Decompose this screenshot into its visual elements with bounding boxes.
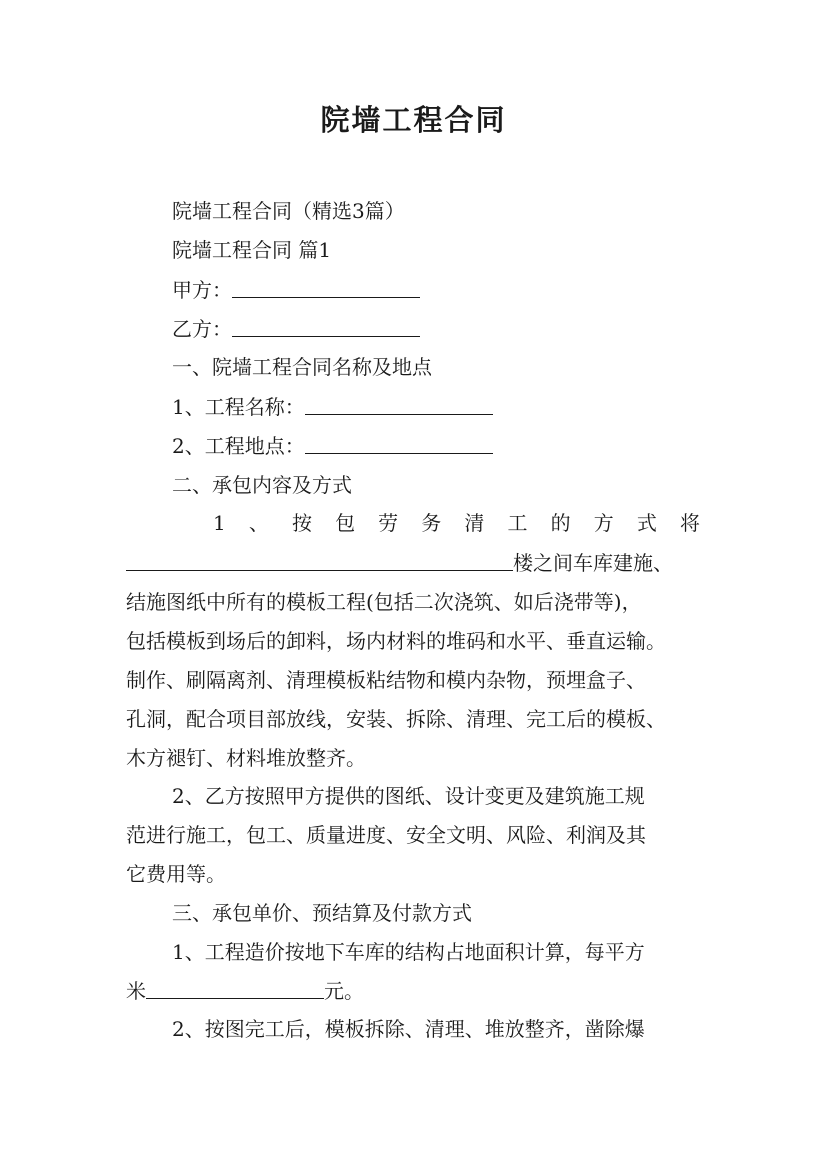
- party-a-label: 甲方：: [172, 278, 232, 302]
- clause-2-1-line-5: 制作、刷隔离剂、清理模板粘结物和模内杂物，预埋盒子、: [126, 668, 646, 692]
- justified-char: 1: [213, 511, 226, 535]
- clause-2-2-line-2: 范进行施工，包工、质量进度、安全文明、风险、利润及其: [126, 823, 646, 847]
- clause-2-1-line-6: 孔洞，配合项目部放线，安装、拆除、清理、完工后的模板、: [126, 707, 666, 731]
- chapter-heading: 院墙工程合同 篇1: [172, 238, 332, 262]
- party-a-blank: [232, 277, 420, 298]
- clause-2-1-line-7: 木方褪钉、材料堆放整齐。: [126, 746, 366, 770]
- party-b-blank: [232, 316, 420, 337]
- clause-2-1-line-2: [126, 548, 673, 578]
- justified-char: 式: [636, 511, 657, 535]
- justified-char: 方: [593, 511, 614, 535]
- project-name-label: 1、工程名称：: [172, 395, 305, 419]
- clause-2-1-line-4: 包括模板到场后的卸料，场内材料的堆码和水平、垂直运输。: [126, 629, 666, 653]
- project-location-label: 2、工程地点：: [172, 434, 305, 458]
- party-b-line: [172, 314, 420, 344]
- section-two-heading: 二、承包内容及方式: [172, 473, 352, 497]
- party-b-label: 乙方：: [172, 317, 232, 341]
- justified-char: 、: [248, 511, 269, 535]
- clause-3-1-line-1: 1、工程造价按地下车库的结构占地面积计算，每平方: [172, 940, 645, 964]
- justified-char: 的: [550, 511, 571, 535]
- project-location-blank: [305, 433, 493, 454]
- unit-price-blank: [146, 978, 324, 999]
- clause-3-2-line-1: 2、按图完工后，模板拆除、清理、堆放整齐，凿除爆: [172, 1017, 645, 1041]
- unit-price-prefix: 米: [126, 979, 146, 1003]
- justified-char: 工: [507, 511, 528, 535]
- subtitle-line: 院墙工程合同（精选3篇）: [172, 199, 405, 223]
- clause-2-1-line-3: 结施图纸中所有的模板工程(包括二次浇筑、如后浇带等)，: [126, 590, 642, 614]
- project-name-line: [172, 392, 493, 422]
- building-range-blank: [126, 550, 513, 571]
- justified-char: 清: [464, 511, 485, 535]
- clause-2-1-first-line: [213, 508, 700, 538]
- document-title: 院墙工程合同: [320, 103, 507, 137]
- clause-2-2-line-3: 它费用等。: [126, 862, 226, 886]
- party-a-line: [172, 275, 420, 305]
- justified-char: 按: [291, 511, 312, 535]
- project-name-blank: [305, 394, 493, 415]
- clause-2-2-line-1: 2、乙方按照甲方提供的图纸、设计变更及建筑施工规: [172, 784, 645, 808]
- unit-price-suffix: 元。: [324, 979, 364, 1003]
- justified-char: 包: [335, 511, 356, 535]
- project-location-line: [172, 431, 493, 461]
- section-three-heading: 三、承包单价、预结算及付款方式: [172, 901, 472, 925]
- justified-char: 劳: [378, 511, 399, 535]
- justified-char: 务: [421, 511, 442, 535]
- clause-3-1-line-2: [126, 976, 364, 1006]
- clause-2-1-line-2-text: 楼之间车库建施、: [513, 551, 673, 575]
- section-one-heading: 一、院墙工程合同名称及地点: [172, 355, 432, 379]
- justified-char: 将: [679, 511, 700, 535]
